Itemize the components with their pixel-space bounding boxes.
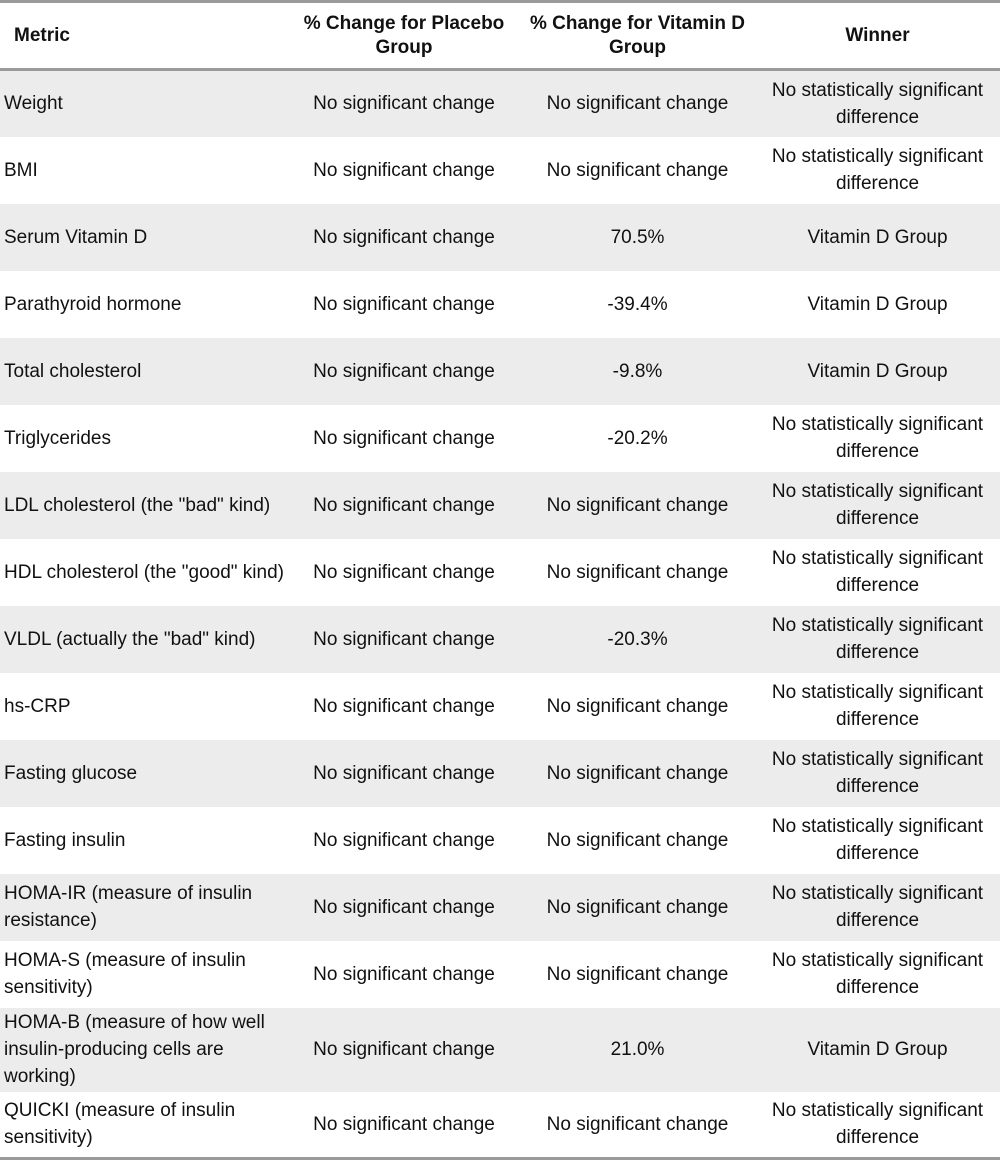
vitamin-d-cell: No significant change <box>546 159 729 181</box>
metric-cell: QUICKI (measure of insulin sensitivity) <box>0 1092 288 1159</box>
winner-cell: No statistically significant difference <box>771 749 984 797</box>
table-row <box>0 606 1000 673</box>
winner-cell: No statistically significant difference <box>771 682 984 730</box>
metric-cell: HOMA-IR (measure of insulin resistance) <box>4 883 253 931</box>
placebo-cell: No significant change <box>313 226 495 248</box>
placebo-cell: No significant change <box>313 561 495 583</box>
table-body <box>0 70 1000 1159</box>
metric-cell: VLDL (actually the "bad" kind) <box>4 628 256 650</box>
vitamin-d-cell: No significant change <box>546 829 729 851</box>
table-row <box>0 1008 1000 1092</box>
table-row <box>0 137 1000 204</box>
table-row <box>0 673 1000 740</box>
winner-cell: No statistically significant difference <box>771 615 984 663</box>
vitamin-d-cell: No significant change <box>546 963 729 985</box>
header-winner: Winner <box>755 2 1000 70</box>
winner-cell: No statistically significant difference <box>771 950 984 998</box>
winner-cell: No statistically significant difference <box>771 548 984 596</box>
placebo-cell: No significant change <box>313 829 495 851</box>
winner-cell: Vitamin D Group <box>807 226 948 248</box>
placebo-cell: No significant change <box>313 93 495 115</box>
placebo-cell: No significant change <box>313 360 495 382</box>
placebo-cell: No significant change <box>313 159 495 181</box>
table-row <box>0 874 1000 941</box>
vitamin-d-cell: No significant change <box>520 1092 755 1159</box>
winner-cell: No statistically significant difference <box>771 816 984 864</box>
vitamin-d-cell: No significant change <box>546 93 729 115</box>
placebo-cell: No significant change <box>313 896 495 918</box>
vitamin-d-cell: No significant change <box>546 494 729 516</box>
placebo-cell: No significant change <box>313 427 495 449</box>
metric-cell: hs-CRP <box>4 695 71 717</box>
vitamin-d-cell: No significant change <box>546 896 729 918</box>
metric-cell: BMI <box>4 159 38 181</box>
winner-cell: Vitamin D Group <box>807 1039 948 1060</box>
metric-cell: Parathyroid hormone <box>4 293 182 315</box>
vitamin-d-cell: No significant change <box>546 762 729 784</box>
placebo-cell: No significant change <box>313 963 495 985</box>
metric-cell: HOMA-S (measure of insulin sensitivity) <box>4 950 246 998</box>
metric-cell: Weight <box>4 93 63 115</box>
table-row <box>0 204 1000 271</box>
table-header <box>0 2 1000 70</box>
winner-cell: Vitamin D Group <box>807 360 948 382</box>
table-row <box>0 472 1000 539</box>
metric-cell: HOMA-B (measure of how well insulin-producing cells are working) <box>4 1012 265 1087</box>
header-vitamin-d-change: % Change for Vitamin D Group <box>520 2 755 70</box>
vitamin-d-cell: 70.5% <box>610 226 665 248</box>
metric-cell: Triglycerides <box>4 427 111 449</box>
winner-cell: No statistically significant difference <box>771 414 984 462</box>
winner-cell: No statistically significant difference <box>755 1092 1000 1159</box>
header-row <box>0 2 1000 70</box>
placebo-cell: No significant change <box>313 494 495 516</box>
metric-cell: Serum Vitamin D <box>4 226 148 248</box>
metric-cell: Total cholesterol <box>4 360 142 382</box>
vitamin-d-cell: -9.8% <box>612 360 663 382</box>
placebo-cell: No significant change <box>313 293 495 315</box>
table-row <box>0 271 1000 338</box>
winner-cell: Vitamin D Group <box>807 293 948 315</box>
table-row <box>0 70 1000 137</box>
vitamin-d-cell: 21.0% <box>610 1039 665 1060</box>
table-row <box>0 338 1000 405</box>
vitamin-d-cell: -20.3% <box>607 628 668 650</box>
header-metric: Metric <box>0 2 288 70</box>
winner-cell: No statistically significant difference <box>771 146 984 194</box>
placebo-cell: No significant change <box>313 762 495 784</box>
metric-cell: HDL cholesterol (the "good" kind) <box>4 561 284 583</box>
table-row <box>0 807 1000 874</box>
metric-cell: LDL cholesterol (the "bad" kind) <box>4 494 271 516</box>
metric-cell: Fasting insulin <box>4 829 126 851</box>
table-row <box>0 1092 1000 1159</box>
table-row <box>0 405 1000 472</box>
placebo-cell: No significant change <box>313 695 495 717</box>
vitamin-d-cell: -39.4% <box>607 293 668 315</box>
winner-cell: No statistically significant difference <box>771 883 984 931</box>
placebo-cell: No significant change <box>313 628 495 650</box>
vitamin-d-cell: No significant change <box>546 695 729 717</box>
vitamin-d-cell: -20.2% <box>607 427 668 449</box>
winner-cell: No statistically significant difference <box>771 79 984 128</box>
winner-cell: No statistically significant difference <box>771 481 984 529</box>
placebo-cell: No significant change <box>288 1092 520 1159</box>
vitamin-d-cell: No significant change <box>546 561 729 583</box>
table-row <box>0 941 1000 1008</box>
placebo-cell: No significant change <box>313 1039 495 1060</box>
table-row <box>0 539 1000 606</box>
metric-cell: Fasting glucose <box>4 762 138 784</box>
header-placebo-change: % Change for Placebo Group <box>288 2 520 70</box>
table-row <box>0 740 1000 807</box>
